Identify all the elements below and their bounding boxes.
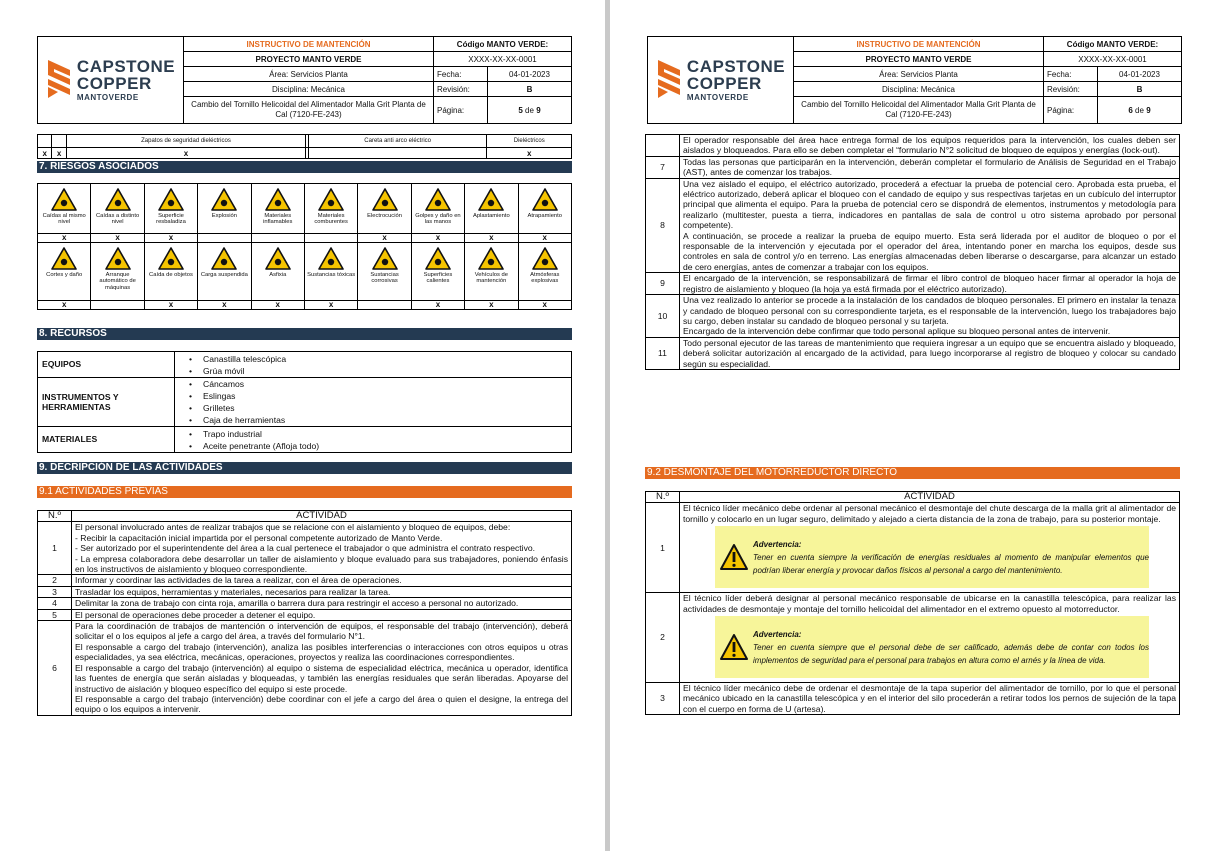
warning-text [753, 538, 1149, 577]
risk-cell [198, 243, 251, 301]
asfixia-hazard-icon [265, 247, 291, 270]
electrocucion-hazard-icon [372, 188, 398, 211]
logo-line3: MANTOVERDE [686, 93, 749, 102]
risk-label: Arranque automático de máquinas [99, 272, 136, 291]
activity-text [72, 575, 572, 586]
activity-row [646, 337, 1180, 369]
activity-text [72, 621, 572, 716]
superficie-resbaladiza-hazard-icon [158, 188, 184, 211]
date-label: Fecha: [1044, 67, 1098, 81]
area: Área: Servicios Planta [184, 67, 433, 82]
subsection-9-2-title: 9.2 DESMONTAJE DEL MOTORREDUCTOR DIRECTO [645, 467, 1180, 479]
resource-item: • Cáncamos [189, 378, 571, 390]
resource-item: • Caja de herramientas [189, 414, 571, 426]
resources-table [37, 351, 572, 453]
risk-mark: x [38, 301, 91, 310]
project-name: PROYECTO MANTO VERDE [794, 52, 1043, 67]
revision-label: Revisión: [434, 82, 488, 96]
explosion-hazard-icon [211, 188, 237, 211]
resource-item: • Eslingas [189, 390, 571, 402]
company-logo [648, 37, 794, 123]
logo-line1: CAPSTONE [76, 57, 176, 76]
risk-mark: x [144, 301, 197, 310]
resource-key: MATERIALES [38, 427, 175, 453]
ppe-mark [308, 148, 487, 159]
risk-label: Materiales inflamables [263, 213, 293, 226]
risk-mark [91, 301, 144, 310]
risk-label: Aplastamiento [472, 213, 510, 219]
risk-cell [251, 243, 304, 301]
ppe-label [52, 135, 66, 148]
resource-key: EQUIPOS [38, 352, 175, 378]
aplastamiento-hazard-icon [478, 188, 504, 211]
activity-row [646, 593, 1180, 683]
activity-line: Todas las personas que participarán en la intervención, deberán completar el formulario de Análisis de Seguridad en el Trabajo (AST), antes de comenzar los trabajos. [683, 156, 1176, 178]
activity-line: Una vez realizado lo anterior se procede a la instalación de los candados de bloqueo personales. El primero en instalar la tenaza y candado de bloqueo personal con su correspondiente tarjeta, es el responsable de la intervención, luego los trabajadores bajo su cargo, deben instalar su candado de bloqueo personal y su tarjeta. [683, 295, 1176, 326]
risk-label: Superficie resbaladiza [156, 213, 186, 226]
resource-row [38, 378, 572, 427]
warning-box [715, 616, 1149, 678]
activity-line: - La empresa colaboradora debe desarrollar un taller de aislamiento y bloque evaluado para sus trabajadores, poniendo énfasis en los instructivos de aislamiento y bloqueo correspondiente. [75, 553, 568, 575]
date-value: 04-01-2023 [1119, 69, 1160, 79]
activities-9-1-continued-table [645, 134, 1180, 370]
resource-item: • Grilletes [189, 402, 571, 414]
activity-line: Trasladar los equipos, herramientas y materiales, necesarios para realizar la tarea. [75, 586, 391, 597]
risk-mark: x [38, 234, 91, 243]
activity-row [646, 295, 1180, 338]
activity-line: Encargado de la intervención debe confirmar que todo personal aplique su bloqueo personal antes de intervenir. [683, 326, 1111, 337]
risk-cell [358, 184, 411, 234]
risk-cell [411, 243, 464, 301]
capstone-chevron-icon [46, 58, 72, 102]
risk-label: Sustancias tóxicas [307, 272, 356, 278]
activity-row [38, 575, 572, 586]
col-activity-header: ACTIVIDAD [680, 492, 1180, 503]
materiales-comburentes-hazard-icon [318, 188, 344, 211]
activity-number: 2 [646, 593, 680, 683]
col-num-header: N.º [646, 492, 680, 503]
activity-line: - Recibir la capacitación inicial impartida por el personal competente autorizado de Manto Verde. [75, 532, 443, 543]
company-logo [38, 37, 184, 123]
activity-line: El técnico líder deberá designar al personal mecánico responsable de ubicarse en la canastilla telescópica, para realizar las actividades de desmontaje y montaje del tornillo helicoidal del alimentador en el extremo opuesto al motorreductor. [683, 593, 1176, 614]
risk-cell [144, 184, 197, 234]
golpes-y-dano-en-las-manos-hazard-icon [425, 188, 451, 211]
risk-cell [251, 184, 304, 234]
risk-label: Carga suspendida [200, 272, 248, 278]
activity-number: 1 [646, 503, 680, 593]
risk-cell [91, 243, 144, 301]
resource-item: • Canastilla telescópica [189, 353, 571, 365]
col-activity-header: ACTIVIDAD [72, 511, 572, 522]
risk-mark: x [358, 234, 411, 243]
risk-mark: x [411, 301, 464, 310]
risk-label: Golpes y daño en las manos [415, 213, 461, 226]
activity-text [680, 273, 1180, 295]
caidas-a-distinto-nivel-hazard-icon [105, 188, 131, 211]
activity-number: 10 [646, 295, 680, 338]
area: Área: Servicios Planta [794, 67, 1043, 82]
risk-mark: x [465, 234, 518, 243]
code-value: XXXX-XX-XX-0001 [1044, 52, 1181, 67]
activity-text [680, 337, 1180, 369]
activity-line: El personal de operaciones debe proceder a detener el equipo. [75, 609, 316, 620]
caida-de-objetos-hazard-icon [158, 247, 184, 270]
ppe-mark: x [38, 148, 52, 159]
activity-number: 5 [38, 609, 72, 620]
risk-label: Vehículos de mantención [474, 272, 508, 285]
activities-9-2-table [645, 491, 1180, 715]
code-label: Código MANTO VERDE: [434, 37, 571, 52]
page-right [610, 0, 1215, 851]
ppe-mark: x [66, 148, 305, 159]
risk-mark: x [304, 301, 357, 310]
activity-number: 11 [646, 337, 680, 369]
code-label: Código MANTO VERDE: [1044, 37, 1181, 52]
activity-row [38, 598, 572, 609]
activity-line: Una vez aislado el equipo, el eléctrico autorizado, procederá a efectuar la prueba de potencial cero. Aprobada esta prueba, el eléctrico autorizado, deberá aplicar el bloqueo con el candado de equipo y sus respectivas tarjetas en un cubículo del interruptor principal que alimenta el equipo. Para la prueba de potencial cero se dispondrá de elementos, instrumentos y metodología para realizarlo (multitester, puesta a tierra, indicadores en pantallas de sala de control u otro sistema aprobado por personal competente). [683, 178, 1176, 231]
activity-line: - Ser autorizado por el superintendente del área a la cual pertenece el trabajador o que administra el contrato respectivo. [75, 543, 536, 554]
activity-number: 3 [38, 586, 72, 597]
risk-cell [518, 243, 571, 301]
logo-line2: COPPER [76, 74, 152, 93]
logo-line3: MANTOVERDE [76, 93, 139, 102]
atmosferas-explosivas-hazard-icon [532, 247, 558, 270]
activity-text [72, 522, 572, 575]
doc-title: INSTRUCTIVO DE MANTENCIÓN [794, 37, 1043, 52]
activity-line: El personal involucrado antes de realizar trabajos que se relacione con el aislamiento y bloqueo de equipos, debe: [75, 522, 511, 533]
warning-icon [715, 543, 753, 571]
activity-text [680, 156, 1180, 178]
risk-mark [251, 234, 304, 243]
activity-number: 8 [646, 178, 680, 273]
capstone-chevron-icon [656, 58, 682, 102]
activity-line: A continuación, se procede a realizar la prueba de equipo muerto. Esta será liderada por el auditor de bloqueo o por el responsable de la intervención y ejecutada por el operador del área, intentando poner en marcha los equipos, desde sus controles en sala de control y/o en terreno. Las energías almacenadas deben liberarse o descargarse, para alcanzar un estado de cero energías, antes de comenzar a trabajar con los equipos. [683, 230, 1176, 272]
page-left [0, 0, 605, 851]
activity-text [680, 135, 1180, 157]
document-header [37, 36, 572, 124]
carga-suspendida-hazard-icon [211, 247, 237, 270]
doc-description: Cambio del Tornillo Helicoidal del Alimentador Malla Grit Planta de Cal (7120-FE-243) [801, 100, 1036, 119]
activity-line: Para la coordinación de trabajos de mantención o intervención de equipos, el responsable del trabajo (intervención), deberá solicitar el o los equipos al jefe a cargo del área, a través del formulario N°1. [75, 621, 568, 642]
risk-cell [358, 243, 411, 301]
activity-number: 4 [38, 598, 72, 609]
activity-row [38, 586, 572, 597]
activity-number: 9 [646, 273, 680, 295]
cortes-y-dano-hazard-icon [51, 247, 77, 270]
warning-title: Advertencia: [753, 629, 802, 639]
activity-line: El responsable a cargo del trabajo (intervención) al equipo o sistema de especialidad eléctrica, mecánica u operador, identifica las fuentes de energía que serán aisladas y bloqueadas, y también las energías residuales que serán liberadas. Apoyarse del instructivo de aislación y bloqueo específico del equipo si este procede. [75, 662, 568, 694]
risk-table [37, 183, 572, 310]
risk-cell [465, 243, 518, 301]
sustancias-toxicas-hazard-icon [318, 247, 344, 270]
revision-label: Revisión: [1044, 82, 1098, 96]
discipline: Disciplina: Mecánica [794, 82, 1043, 97]
activity-line: Todo personal ejecutor de las tareas de mantenimiento que requiera ingresar a un equipo que se encuentra aislado y bloqueado, deberá solicitar autorización al encargado de la actividad, para luego incorporarse al registro de bloqueo y colocar su candado según su especialidad. [683, 337, 1176, 369]
risk-cell [144, 243, 197, 301]
atrapamiento-hazard-icon [532, 188, 558, 211]
activity-number: 2 [38, 575, 72, 586]
risk-cell [38, 243, 91, 301]
activity-text [680, 683, 1180, 715]
ppe-label: Zapatos de seguridad dieléctricos [66, 135, 305, 148]
resource-list [175, 428, 571, 452]
vehiculos-de-mantencion-hazard-icon [478, 247, 504, 270]
activity-line: El responsable a cargo del trabajo (intervención) debe coordinar con el jefe a cargo del área o quien el designe, la entrega del equipo o los equipos a intervenir. [75, 693, 568, 715]
activity-text [72, 609, 572, 620]
activity-line: El responsable a cargo del trabajo (intervención), analiza las posibles interferencias o interacciones con otros equipos u otras especialidades, ya sea eléctrica, mecánicas, operaciones, proyectos y realiza las coordinaciones correspondientes. [75, 641, 568, 663]
revision-value: B [1136, 84, 1143, 94]
activity-row [646, 178, 1180, 273]
risk-cell [304, 184, 357, 234]
resource-row [38, 427, 572, 453]
activity-row [38, 609, 572, 620]
activity-row [646, 683, 1180, 715]
activity-number: 3 [646, 683, 680, 715]
arranque-automatico-de-maquinas-hazard-icon [105, 247, 131, 270]
resource-key: INSTRUMENTOS Y HERRAMIENTAS [38, 378, 175, 427]
risk-mark: x [411, 234, 464, 243]
logo-line1: CAPSTONE [686, 57, 786, 76]
activity-text [680, 503, 1180, 593]
date-label: Fecha: [434, 67, 488, 81]
risk-cell [465, 184, 518, 234]
activity-number [646, 135, 680, 157]
resource-item: • Aceite penetrante (Afloja todo) [189, 440, 571, 452]
resource-list [175, 378, 571, 426]
resource-item: • Trapo industrial [189, 428, 571, 440]
section-9-title: 9. DECRIPCIÓN DE LAS ACTIVIDADES [37, 462, 572, 474]
ppe-table [37, 134, 572, 159]
risk-cell [38, 184, 91, 234]
risk-mark: x [198, 301, 251, 310]
risk-mark [358, 301, 411, 310]
doc-description: Cambio del Tornillo Helicoidal del Alimentador Malla Grit Planta de Cal (7120-FE-243) [191, 100, 426, 119]
activity-number: 7 [646, 156, 680, 178]
resource-row [38, 352, 572, 378]
risk-label: Atmósferas explosivas [530, 272, 560, 285]
ppe-mark: x [487, 148, 572, 159]
activity-row [646, 503, 1180, 593]
risk-cell [91, 184, 144, 234]
warning-body: Tener en cuenta siempre que el personal debe de ser calificado, además debe de contar con todos los implementos de seguridad para el personal para trabajos en altura como el arnés y la línea de vida. [753, 642, 1149, 665]
code-value: XXXX-XX-XX-0001 [434, 52, 571, 67]
resource-list [175, 353, 571, 377]
superficies-calientes-hazard-icon [425, 247, 451, 270]
materiales-inflamables-hazard-icon [265, 188, 291, 211]
section-7-title: 7. RIESGOS ASOCIADOS [37, 161, 572, 173]
activity-line: Informar y coordinar las actividades de la tarea a realizar, con el área de operaciones. [75, 575, 402, 586]
risk-label: Superficies calientes [423, 272, 453, 285]
risk-cell [518, 184, 571, 234]
activity-row [646, 135, 1180, 157]
risk-mark: x [518, 301, 571, 310]
resource-item: • Grúa móvil [189, 365, 571, 377]
risk-label: Electrocución [367, 213, 402, 219]
activity-line: El técnico líder mecánico debe ordenar al personal mecánico el desmontaje del chute descarga de la malla grit al alimentador de tornillo y colocarlo en un lugar seguro, delimitado y alejado a cierta distancia de la zona de trabajo, para su posterior montaje. [683, 503, 1176, 524]
risk-label: Sustancias corrosivas [370, 272, 399, 285]
risk-mark: x [251, 301, 304, 310]
project-name: PROYECTO MANTO VERDE [184, 52, 433, 67]
ppe-label: Careta anti arco eléctrico [308, 135, 487, 148]
warning-icon [715, 633, 753, 661]
activity-number: 6 [38, 621, 72, 716]
risk-label: Caída de objetos [149, 272, 193, 278]
activity-row [38, 621, 572, 716]
ppe-mark: x [52, 148, 66, 159]
risk-label: Materiales comburentes [314, 213, 348, 226]
risk-label: Explosión [211, 213, 237, 219]
risk-label: Caídas a distinto nivel [95, 213, 140, 226]
activity-line: El encargado de la intervención, se responsabilizará de firmar el libro control de bloqueo hacer firmar al operador la hoja de registro de aislamiento y bloqueo (la hoja ya está firmada por el eléctrico autorizado). [683, 273, 1176, 294]
discipline: Disciplina: Mecánica [184, 82, 433, 97]
resource-items [175, 427, 572, 453]
activity-number: 1 [38, 522, 72, 575]
logo-line2: COPPER [686, 74, 762, 93]
document-header [647, 36, 1182, 124]
activity-text [680, 593, 1180, 683]
risk-mark: x [465, 301, 518, 310]
section-8-title: 8. RECURSOS [37, 328, 572, 340]
warning-box [715, 526, 1149, 588]
activity-row [646, 156, 1180, 178]
sustancias-corrosivas-hazard-icon [372, 247, 398, 270]
activity-text [72, 598, 572, 609]
activity-row [646, 273, 1180, 295]
col-num-header: N.º [38, 511, 72, 522]
risk-cell [304, 243, 357, 301]
page-label: Página: [434, 97, 488, 123]
resource-items [175, 378, 572, 427]
activity-row [38, 522, 572, 575]
risk-mark: x [518, 234, 571, 243]
activity-line: Delimitar la zona de trabajo con cinta roja, amarilla o barrera dura para restringir el acceso a personal no autorizado. [75, 598, 519, 609]
risk-mark: x [144, 234, 197, 243]
revision-value: B [526, 84, 533, 94]
warning-title: Advertencia: [753, 539, 802, 549]
risk-mark [304, 234, 357, 243]
risk-mark [198, 234, 251, 243]
risk-mark: x [91, 234, 144, 243]
resource-items [175, 352, 572, 378]
page-number: 6 de 9 [1128, 105, 1151, 115]
risk-cell [411, 184, 464, 234]
risk-label: Cortes y daño [46, 272, 83, 278]
risk-cell [198, 184, 251, 234]
page-label: Página: [1044, 97, 1098, 123]
activity-line: El operador responsable del área hace entrega formal de los equipos requeridos para la intervención, los cuales deben ser aislados y bloqueados. Para ello se deben completar el “formulario N°2 solicitud de bloqueo de equipos y energías (lock-out). [683, 135, 1176, 156]
page-number: 5 de 9 [518, 105, 541, 115]
risk-label: Asfixia [269, 272, 287, 278]
date-value: 04-01-2023 [509, 69, 550, 79]
ppe-label: Dieléctricos [487, 135, 572, 148]
doc-title: INSTRUCTIVO DE MANTENCIÓN [184, 37, 433, 52]
subsection-9-1-title: 9.1 ACTIVIDADES PREVIAS [37, 486, 572, 498]
ppe-label [38, 135, 52, 148]
risk-label: Atrapamiento [527, 213, 562, 219]
activity-line: El técnico líder mecánico debe de ordenar el desmontaje de la tapa superior del alimentador de tornillo, por lo que el personal mecánico ubicado en la canastilla telescópica y en el interior del silo procederán a retirar todos los pernos de sujeción de la tapa con el cuerpo en forma de U (artesa). [683, 683, 1176, 714]
warning-text [753, 628, 1149, 667]
risk-label: Caídas al mismo nivel [42, 213, 86, 226]
caidas-al-mismo-nivel-hazard-icon [51, 188, 77, 211]
activity-text [680, 178, 1180, 273]
warning-body: Tener en cuenta siempre la verificación de energías residuales al momento de manipular elementos que podrían liberar energía y provocar daños físicos al personal a cargo del mantenimiento. [753, 552, 1149, 575]
activity-text [72, 586, 572, 597]
activities-9-1-table [37, 510, 572, 716]
activity-text [680, 295, 1180, 338]
